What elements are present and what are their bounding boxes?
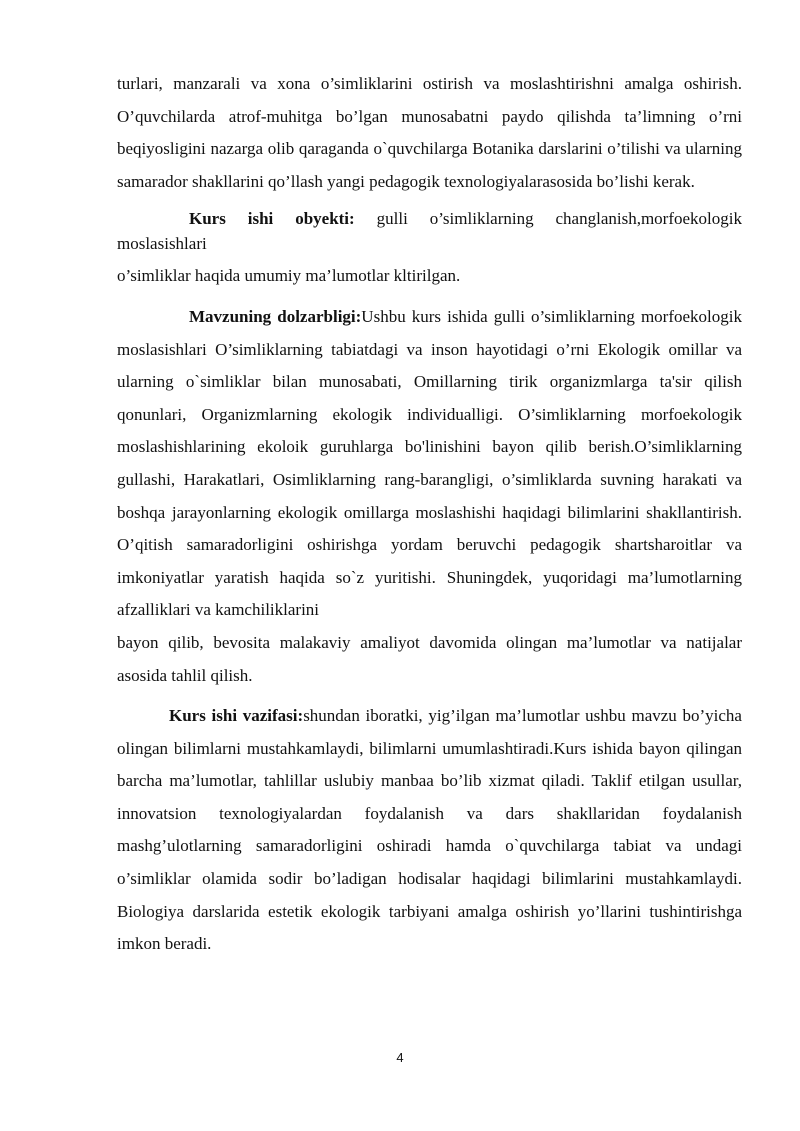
course-task-heading: Kurs ishi vazifasi:	[169, 706, 304, 726]
page-body	[117, 68, 742, 961]
page-number: 4	[396, 1050, 404, 1065]
course-task-paragraph	[117, 700, 742, 961]
relevance-paragraph	[117, 301, 742, 627]
course-object-heading: Kurs ishi obyekti:	[189, 209, 355, 229]
intro-paragraph: turlari, manzarali va xona o’simliklarini ostirish va moslashtirishni amalga oshirish. O’quvchilarda atrof-muhitga bo’lgan munosabatni paydo qilishda ta’limning o’rni beqiyosligini nazarga olib qaraganda o`quvchilarga Botanika darslarini o’tilishi va ularning samarador shakllarini qo’llash yangi pedagogik texnologiyalarasosida bo’lishi kerak.	[117, 74, 742, 191]
relevance-heading: Mavzuning dolzarbligi:	[189, 306, 362, 326]
course-object-text: gulli o’simliklarning changlanish,morfoekologik moslasishlari	[117, 209, 742, 254]
course-object-paragraph	[117, 206, 742, 256]
course-task-text: shundan iboratki, yig’ilgan ma’lumotlar ushbu mavzu bo’yicha olingan bilimlarni mustahkamlaydi, bilimlarni umumlashtiradi.Kurs ishida bayon qilingan barcha ma’lumotlar, tahlillar uslubiy manbaa bo’lib xizmat qiladi. Taklif etilgan usullar, innovatsion texnologiyalardan foydalanish va dars shakllaridan foydalanish mashg’ulotlarning samaradorligini oshiradi hamda o`quvchilarga tabiat va undagi o’simliklar olamida sodir bo’ladigan hodisalar haqidagi bilimlarini mustahkamlaydi. Biologiya darslarida estetik ekologik tarbiyani amalga oshirish yo’llarini tushintirishga imkon beradi.	[117, 706, 742, 954]
relevance-text-continued: bayon qilib, bevosita malakaviy amaliyot davomida olingan ma’lumotlar va natijalar asosida tahlil qilish.	[117, 632, 742, 685]
course-object-line2: o’simliklar haqida umumiy ma’lumotlar kltirilgan.	[117, 266, 461, 286]
relevance-text: Ushbu kurs ishida gulli o’simliklarning morfoekologik moslasishlari O’simliklarning tabiatdagi va inson hayotidagi o’rni Ekologik omillar va ularning o`simliklar bilan munosabati, Omillarning tirik organizmlarga ta'sir qilish qonunlari, Organizmlarning ekologik individualligi. O’simliklarning morfoekologik moslashishlarining ekoloik guruhlarga bo'linishini bayon qilib berish.O’simliklarning gullashi, Harakatlari, Osimliklarning rang-barangligi, o’simliklarda suvning harakati va boshqa jarayonlarning ekologik omillarga moslashishi haqidagi bilimlarini shakllantirish. O’qitish samaradorligini oshirishga yordam beruvchi pedagogik shartsharoitlar va imkoniyatlar yaratish haqida so`z yuritishi. Shuningdek, yuqoridagi ma’lumotlarning afzalliklari va kamchiliklarini	[117, 306, 742, 620]
